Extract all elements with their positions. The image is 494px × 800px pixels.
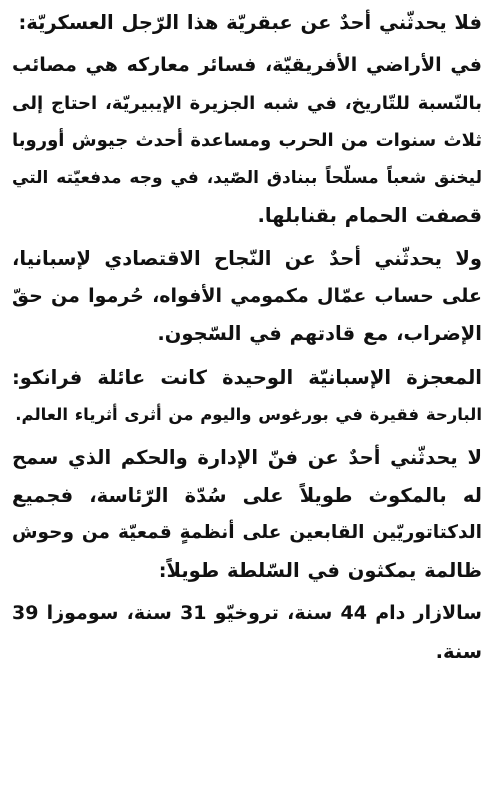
text-line: ولا يحدثّني أحدٌ عن النّجاح الاقتصادي لإسبانيا، — [12, 247, 482, 271]
paragraph-art-of-governance — [12, 439, 482, 589]
text-line: المعجزة الإسبانيّة الوحيدة كانت عائلة فرانكو: — [12, 365, 482, 389]
text-line: لا يحدثّني أحدٌ عن فنّ الإدارة والحكم الذي سمح — [12, 446, 482, 470]
text-line: على حساب عمّال مكمومي الأفواه، حُرموا من حقّ — [12, 284, 482, 307]
text-line: فلا يحدثّني أحدٌ عن عبقريّة هذا الرّجل العسكريّة: — [18, 11, 482, 34]
text-line: سالازار دام 44 سنة، تروخيّو 31 سنة، سوموزا 39 — [12, 602, 482, 625]
text-line: الإضراب، مع قادتهم في السّجون. — [157, 322, 482, 346]
text-line: بالنّسبة للتّاريخ، في شبه الجزيرة الإيبيريّة، احتاج إلى — [12, 92, 482, 114]
text-line: في الأراضي الأفريقيّة، فسائر معاركه هي مصائب — [12, 54, 482, 77]
text-line: له بالمكوث طويلاً على سُدّة الرّئاسة، فجميع — [12, 483, 482, 507]
text-line: الدكتاتوريّين القابعين على أنظمةٍ قمعيّة من وحوش — [12, 522, 482, 544]
paragraph-franco-family — [12, 359, 482, 434]
text-line: قصفت الحمام بقنابلها. — [257, 204, 482, 228]
text-line: ظالمة يمكثون في السّلطة طويلاً: — [158, 558, 482, 582]
paragraph-economic-success — [12, 240, 482, 352]
text-line: ليخنق شعباً مسلّحاً ببنادق الصّيد، في وجه مدفعيّته التي — [12, 167, 482, 188]
paragraph-dictator-tenures — [12, 595, 482, 670]
paragraph-african-wars — [12, 47, 482, 234]
text-line: سنة. — [435, 639, 482, 663]
paragraph-military-genius — [12, 4, 482, 41]
text-line: ثلاث سنوات من الحرب ومساعدة أحدث جيوش أوروبا — [12, 130, 482, 152]
text-line: البارحة فقيرة في بورغوس واليوم من أثرى أثرياء العالم. — [15, 405, 482, 425]
document-page — [12, 4, 482, 800]
